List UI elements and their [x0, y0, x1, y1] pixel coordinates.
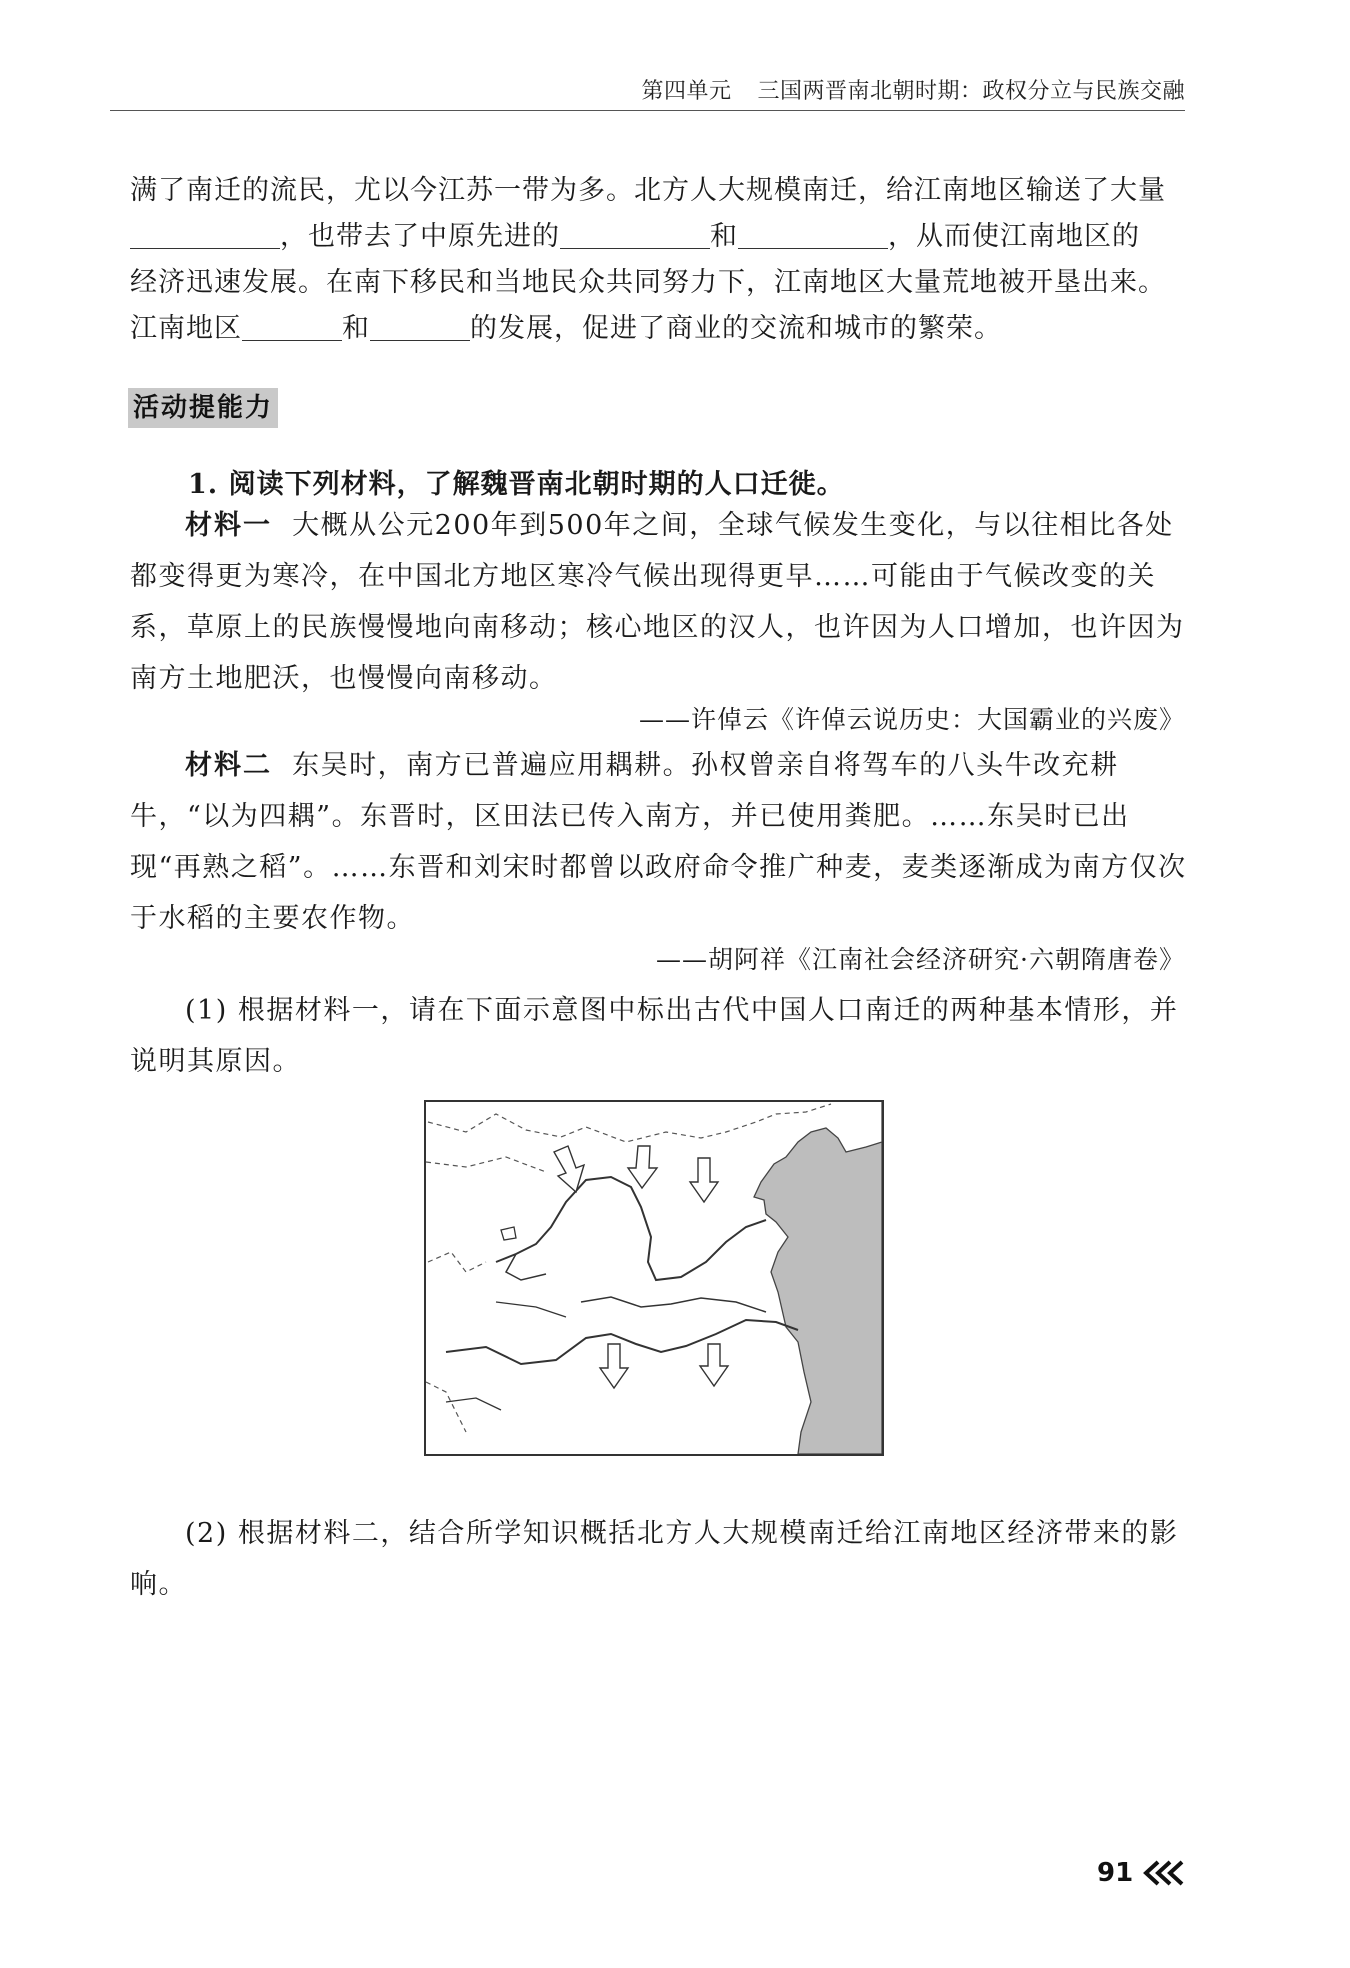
- intro-text: 的发展，促进了商业的交流和城市的繁荣。: [470, 313, 1002, 344]
- border-line: [428, 1252, 486, 1272]
- material-1: [130, 500, 1190, 704]
- lake: [501, 1227, 516, 1240]
- material-2-text: 东吴时，南方已普遍应用耦耕。孙权曾亲自将驾车的八头牛改充耕牛，“以为四耦”。东晋时，区田法已传入南方，并已使用粪肥。……东吴时已出现“再熟之稻”。……东晋和刘宋时都曾以政府命令推广种麦，麦类逐渐成为南方仅次于水稻的主要农作物。: [130, 750, 1187, 934]
- intro-line-3: 经济迅速发展。在南下移民和当地民众共同努力下，江南地区大量荒地被开垦出来。: [130, 267, 1166, 298]
- border-line: [428, 1104, 831, 1142]
- answer-blank[interactable]: [370, 310, 470, 341]
- header-rule: [110, 110, 1185, 111]
- material-2: [130, 740, 1190, 944]
- down-arrow-icon: [628, 1146, 657, 1188]
- sub-question-2: (2) 根据材料二，结合所学知识概括北方人大规模南迁给江南地区经济带来的影响。: [130, 1518, 1179, 1600]
- header-unit: 第四单元: [641, 79, 732, 104]
- border-line: [426, 1382, 466, 1432]
- section-tag: 活动提能力: [128, 388, 278, 428]
- intro-text: ，也带去了中原先进的: [280, 221, 560, 252]
- down-arrow-icon: [554, 1146, 584, 1192]
- down-arrow-icon: [600, 1344, 628, 1388]
- material-2-source: ——胡阿祥《江南社会经济研究·六朝隋唐卷》: [656, 945, 1185, 974]
- intro-text: 和: [342, 313, 370, 344]
- border-line: [426, 1157, 546, 1172]
- answer-blank[interactable]: [738, 218, 888, 249]
- migration-map[interactable]: [424, 1100, 884, 1456]
- intro-line-1: 满了南迁的流民，尤以今江苏一带为多。北方人大规模南迁，给江南地区输送了大量: [130, 175, 1166, 206]
- down-arrow-icon: [700, 1344, 728, 1386]
- header-text: [641, 74, 1185, 105]
- huai-river: [581, 1297, 766, 1312]
- header-title: 三国两晋南北朝时期：政权分立与民族交融: [757, 79, 1185, 104]
- intro-text: ，从而使江南地区的: [888, 221, 1140, 252]
- intro-text: 和: [710, 221, 738, 252]
- answer-blank[interactable]: [242, 310, 342, 341]
- intro-line-2: [130, 214, 1185, 260]
- yellow-river: [496, 1177, 766, 1280]
- running-header: [0, 0, 1350, 114]
- migration-arrows: [554, 1146, 728, 1388]
- question-title: 1. 阅读下列材料，了解魏晋南北朝时期的人口迁徙。: [188, 469, 845, 500]
- material-1-source: ——许倬云《许倬云说历史：大国霸业的兴废》: [638, 705, 1185, 734]
- intro-text: 江南地区: [130, 313, 242, 344]
- yellow-river-bend: [506, 1254, 546, 1280]
- intro-line-4: [130, 306, 1185, 352]
- chevrons-left-icon: [1140, 1858, 1188, 1888]
- material-2-label: 材料二: [185, 750, 272, 781]
- down-arrow-icon: [690, 1158, 718, 1202]
- answer-blank[interactable]: [130, 218, 280, 249]
- material-1-label: 材料一: [185, 510, 272, 541]
- sub-question-1: (1) 根据材料一，请在下面示意图中标出古代中国人口南迁的两种基本情形，并说明其原因。: [130, 995, 1179, 1077]
- material-1-text: 大概从公元200年到500年之间，全球气候发生变化，与以往相比各处都变得更为寒冷，在中国北方地区寒冷气候出现得更早……可能由于气候改变的关系，草原上的民族慢慢地向南移动；核心地区的汉人，也许因为人口增加，也许因为南方土地肥沃，也慢慢向南移动。: [130, 510, 1185, 694]
- map-drawing: [426, 1102, 882, 1454]
- answer-blank[interactable]: [560, 218, 710, 249]
- sea-area: [754, 1102, 882, 1454]
- yangtze-river: [446, 1320, 798, 1364]
- tributary: [496, 1302, 566, 1317]
- page-number: 91: [1097, 1858, 1134, 1888]
